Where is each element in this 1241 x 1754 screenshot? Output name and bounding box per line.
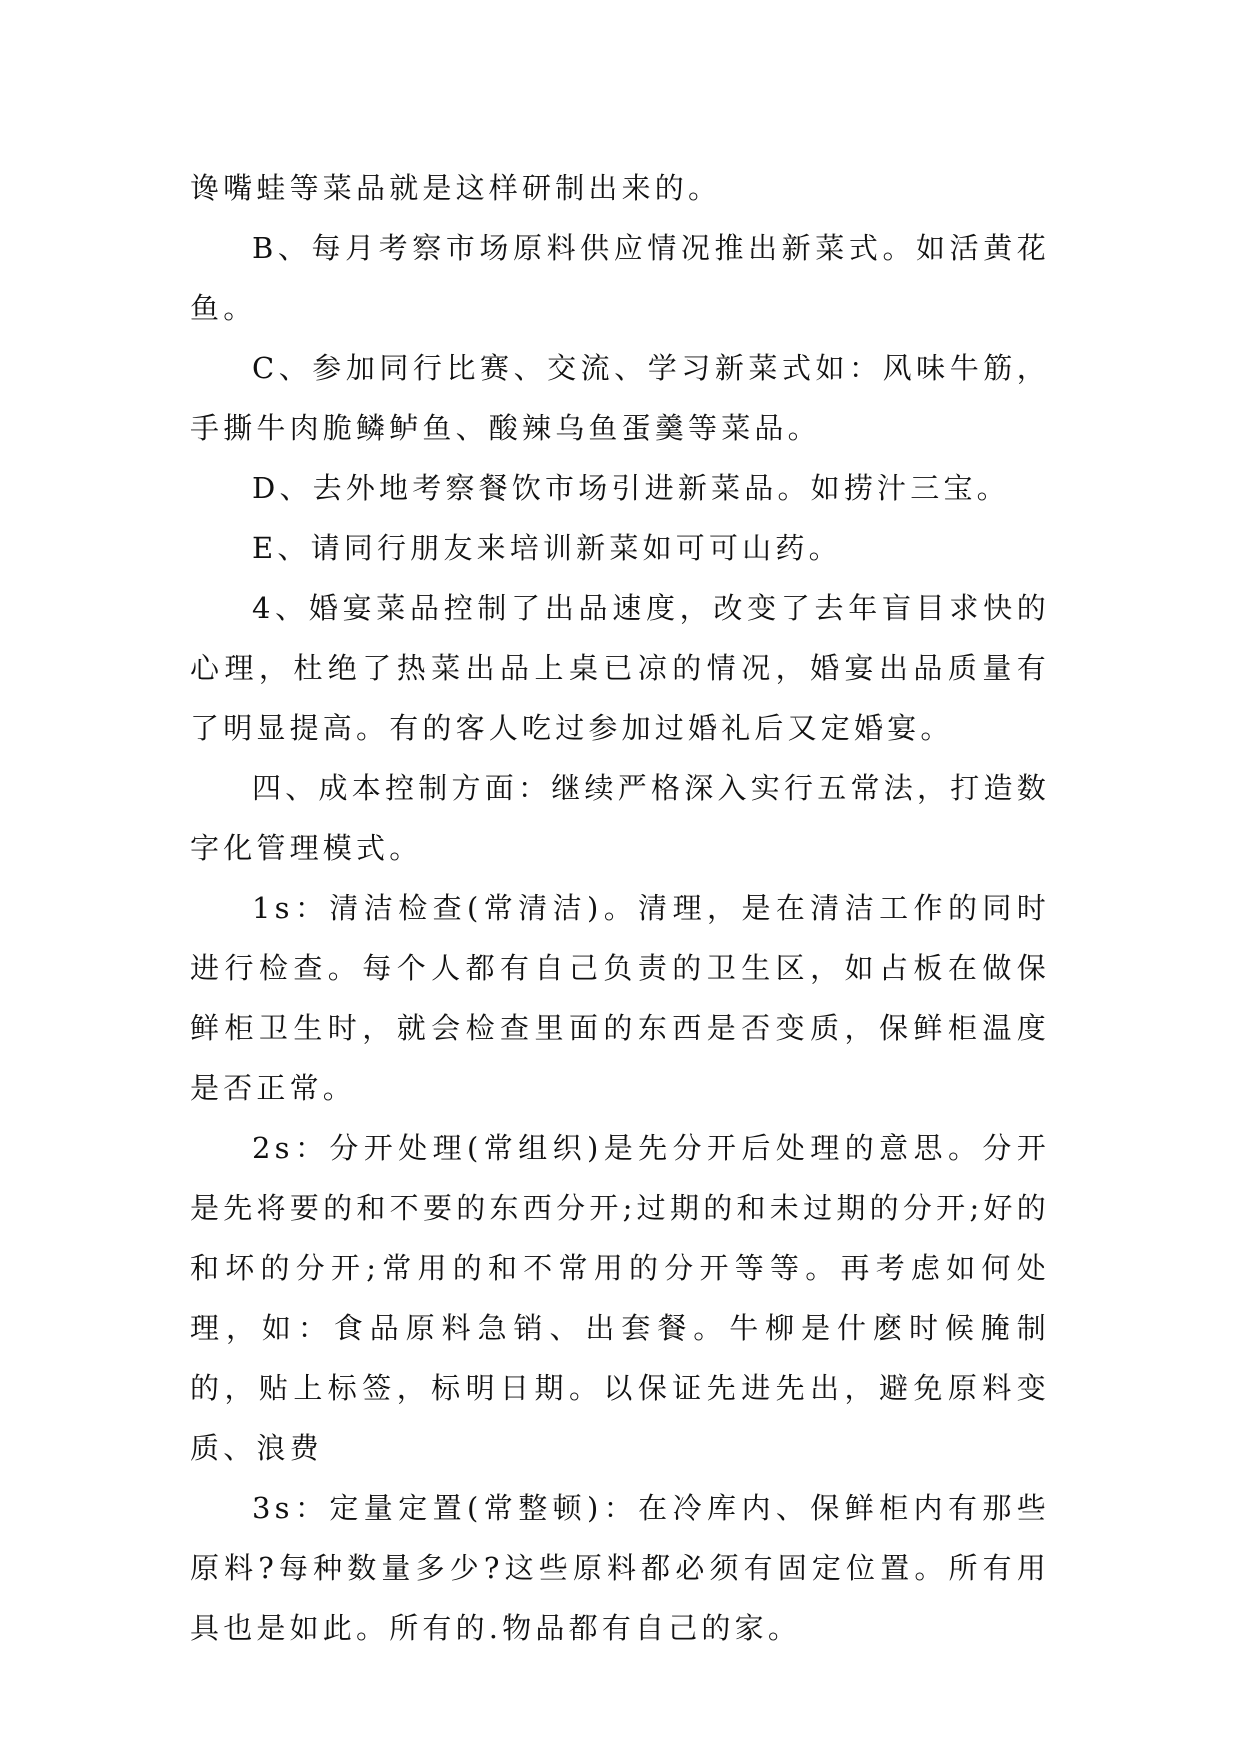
paragraph-10: 3s：定量定置(常整顿)：在冷库内、保鲜柜内有那些原料?每种数量多少?这些原料都必须有固定位置。所有用具也是如此。所有的.物品都有自己的家。: [190, 1491, 1050, 1645]
paragraph-4: D、去外地考察餐饮市场引进新菜品。如捞汁三宝。: [252, 471, 1010, 505]
paragraph-7: 四、成本控制方面：继续严格深入实行五常法，打造数字化管理模式。: [190, 771, 1050, 865]
paragraph-6: 4、婚宴菜品控制了出品速度，改变了去年盲目求快的心理，杜绝了热菜出品上桌已凉的情况，婚宴出品质量有了明显提高。有的客人吃过参加过婚礼后又定婚宴。: [190, 591, 1050, 745]
paragraph-8: 1s：清洁检查(常清洁)。清理，是在清洁工作的同时进行检查。每个人都有自己负责的卫生区，如占板在做保鲜柜卫生时，就会检查里面的东西是否变质，保鲜柜温度是否正常。: [190, 891, 1050, 1105]
paragraph-3: C、参加同行比赛、交流、学习新菜式如：风味牛筋，手撕牛肉脆鳞鲈鱼、酸辣乌鱼蛋羹等菜品。: [190, 351, 1050, 445]
paragraph-2: B、每月考察市场原料供应情况推出新菜式。如活黄花鱼。: [190, 231, 1050, 325]
paragraph-1: 谗嘴蛙等菜品就是这样研制出来的。: [190, 171, 722, 205]
paragraph-9: 2s：分开处理(常组织)是先分开后处理的意思。分开是先将要的和不要的东西分开;过期的和未过期的分开;好的和坏的分开;常用的和不常用的分开等等。再考虑如何处理，如：食品原料急销、出套餐。牛柳是什麽时候腌制的，贴上标签，标明日期。以保证先进先出，避免原料变质、浪费: [190, 1131, 1050, 1465]
document-body: [190, 158, 1050, 1658]
paragraph-5: E、请同行朋友来培训新菜如可可山药。: [252, 531, 842, 565]
